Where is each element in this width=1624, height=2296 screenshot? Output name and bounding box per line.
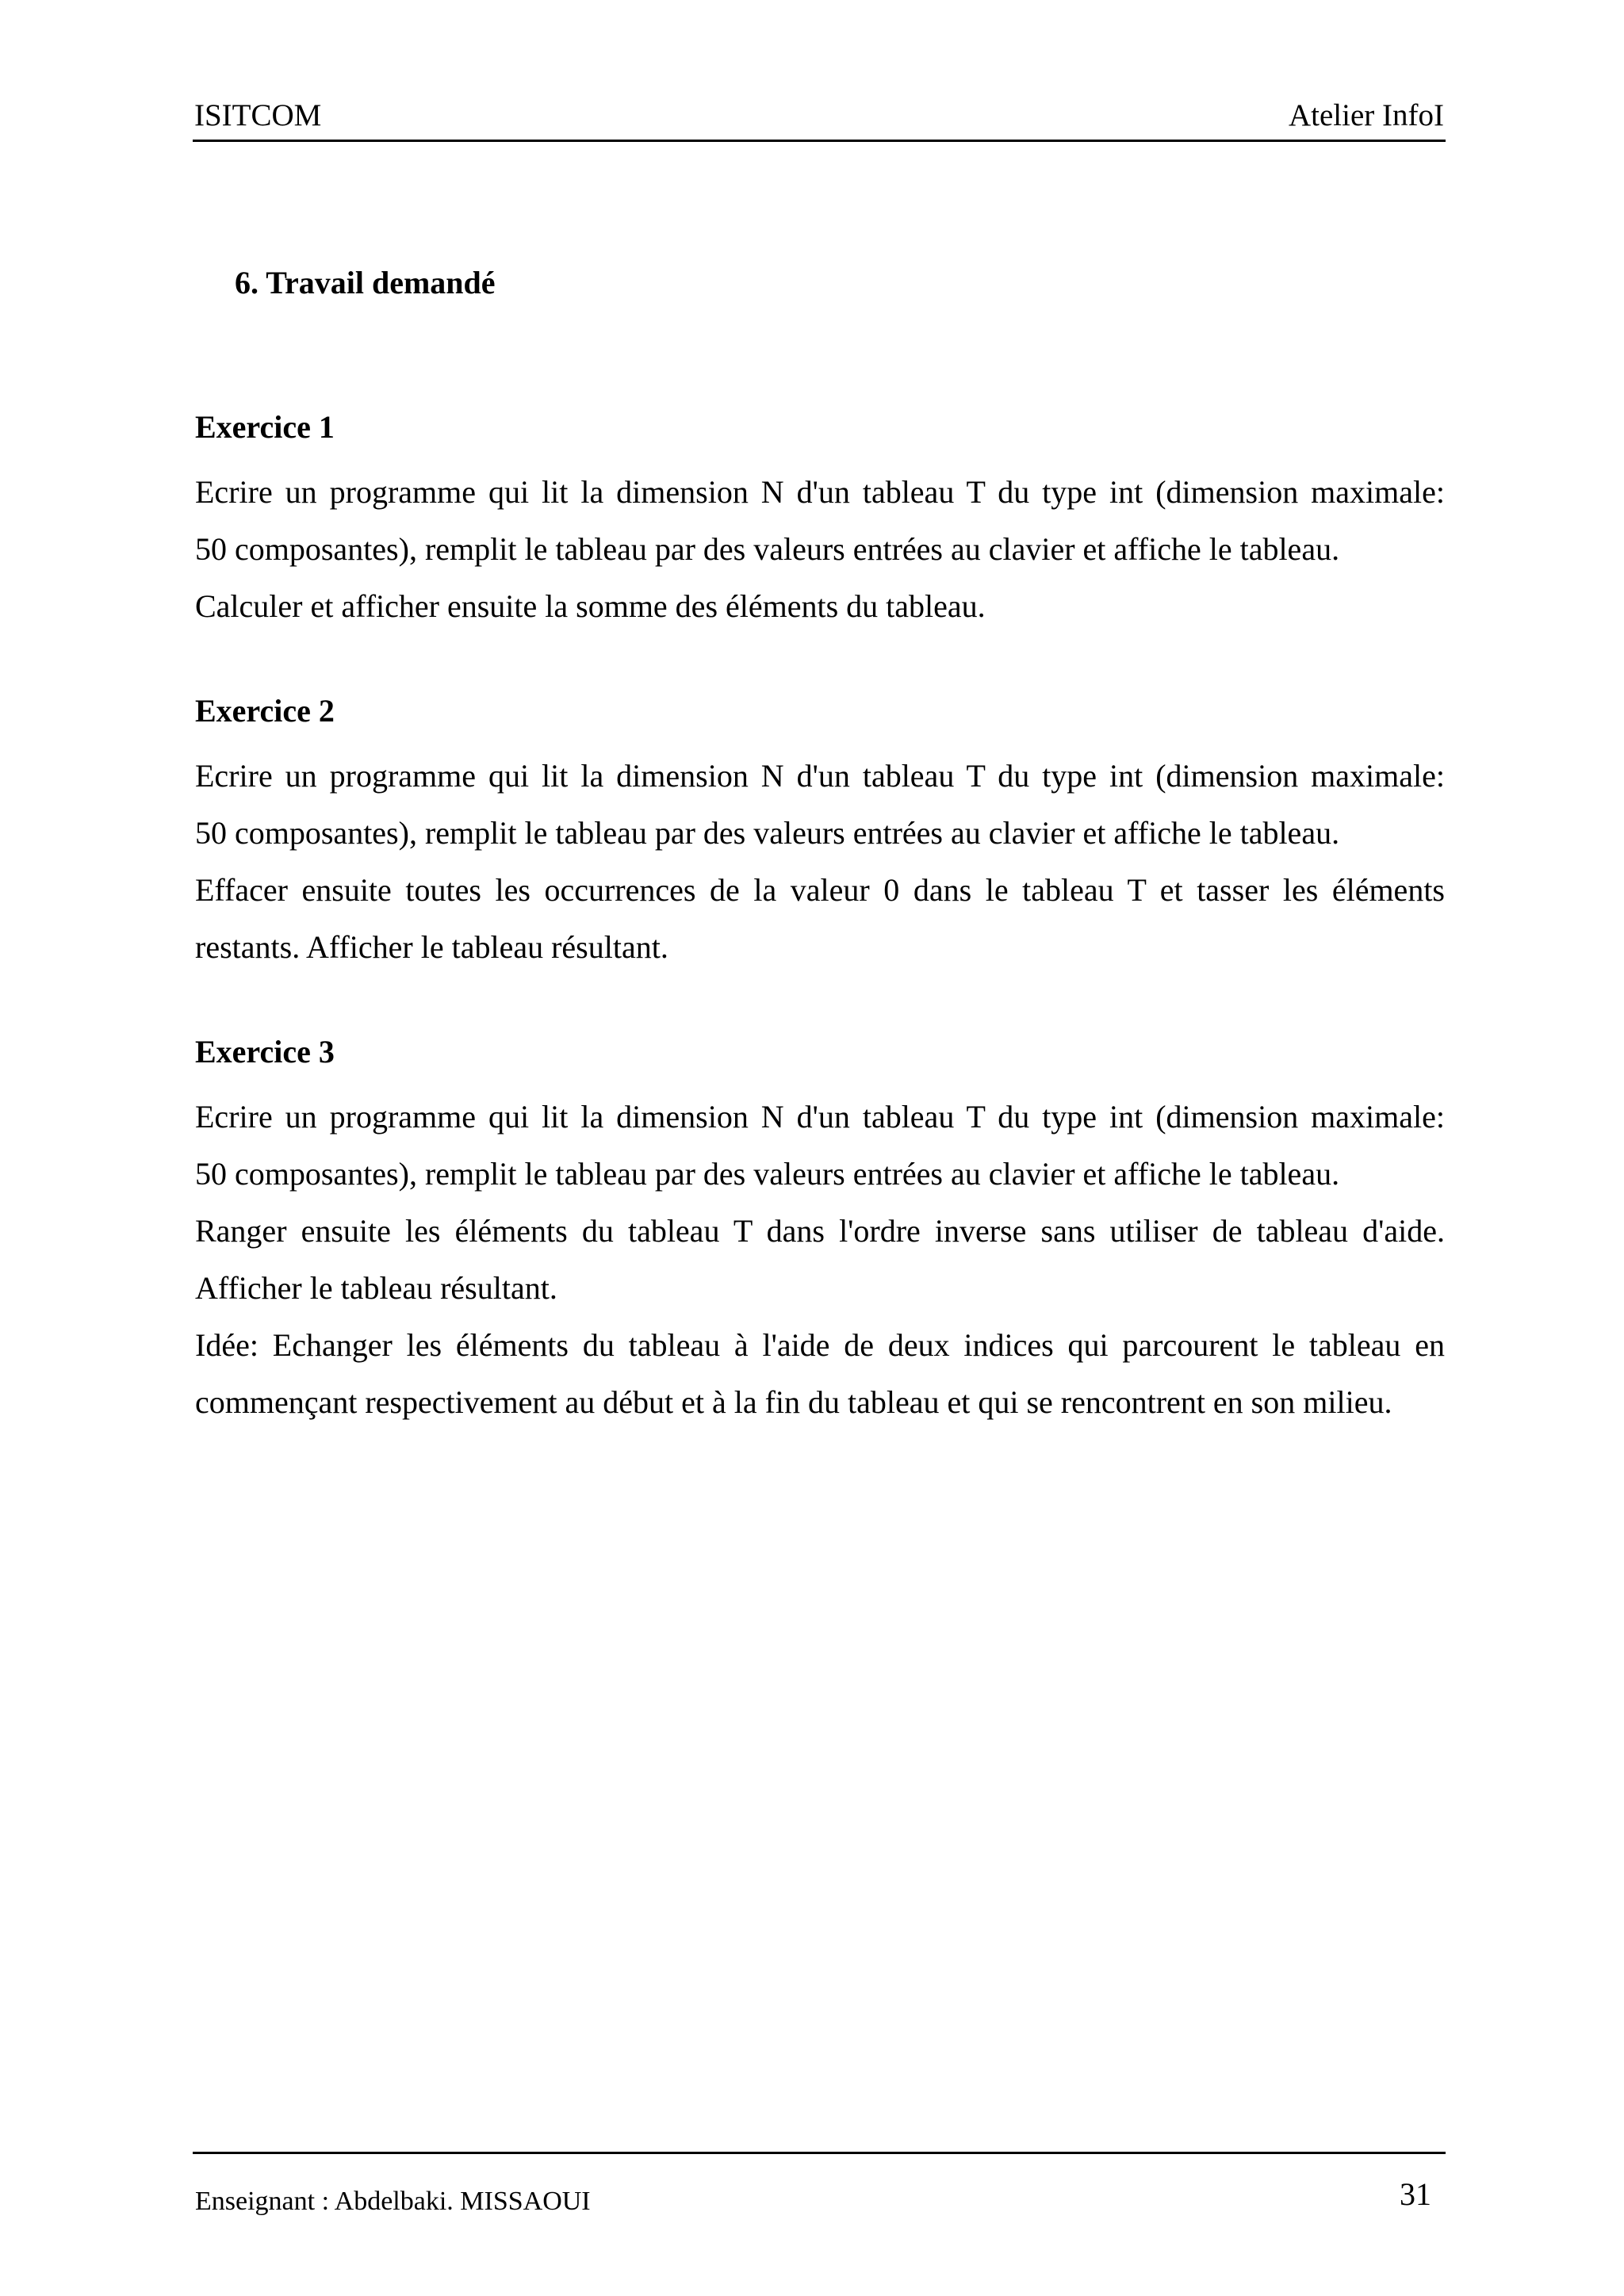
exercise-title: Exercice 2 bbox=[195, 693, 335, 729]
header-course: Atelier InfoI bbox=[1289, 98, 1444, 132]
exercise-text-line: Effacer ensuite toutes les occurrences de la valeur 0 dans le tableau T et tasser les éléments bbox=[195, 872, 1445, 908]
exercise-text-line: restants. Afficher le tableau résultant. bbox=[195, 929, 668, 965]
exercise-text-line: 50 composantes), remplit le tableau par des valeurs entrées au clavier et affiche le tableau. bbox=[195, 815, 1340, 851]
exercise-2 bbox=[195, 695, 1445, 976]
exercise-text-line: Ranger ensuite les éléments du tableau T dans l'ordre inverse sans utiliser de tableau d'aide. bbox=[195, 1213, 1445, 1249]
header-institution: ISITCOM bbox=[194, 98, 322, 132]
exercise-1 bbox=[195, 411, 1445, 635]
exercise-text-line: 50 composantes), remplit le tableau par des valeurs entrées au clavier et affiche le tableau. bbox=[195, 1156, 1340, 1192]
exercise-text-line: 50 composantes), remplit le tableau par des valeurs entrées au clavier et affiche le tableau. bbox=[195, 531, 1340, 567]
footer-divider bbox=[193, 2152, 1446, 2154]
exercise-text-line: Afficher le tableau résultant. bbox=[195, 1270, 557, 1306]
exercise-3 bbox=[195, 1036, 1445, 1431]
exercise-text-line: Idée: Echanger les éléments du tableau à l'aide de deux indices qui parcourent le tableau en bbox=[195, 1327, 1445, 1363]
exercise-text-line: commençant respectivement au début et à la fin du tableau et qui se rencontrent en son milieu. bbox=[195, 1384, 1392, 1420]
page-header bbox=[193, 95, 1446, 142]
exercise-text-line: Ecrire un programme qui lit la dimension N d'un tableau T du type int (dimension maximale: bbox=[195, 1099, 1445, 1135]
exercise-title: Exercice 1 bbox=[195, 409, 335, 445]
exercise-text-line: Calculer et afficher ensuite la somme des éléments du tableau. bbox=[195, 588, 986, 624]
exercise-title: Exercice 3 bbox=[195, 1034, 335, 1070]
page-number: 31 bbox=[1400, 2176, 1431, 2212]
footer-teacher: Enseignant : Abdelbaki. MISSAOUI bbox=[195, 2187, 591, 2216]
exercise-text-line: Ecrire un programme qui lit la dimension N d'un tableau T du type int (dimension maximale: bbox=[195, 758, 1445, 794]
exercise-text-line: Ecrire un programme qui lit la dimension N d'un tableau T du type int (dimension maximale: bbox=[195, 474, 1445, 510]
section-heading: 6. Travail demandé bbox=[235, 265, 496, 300]
